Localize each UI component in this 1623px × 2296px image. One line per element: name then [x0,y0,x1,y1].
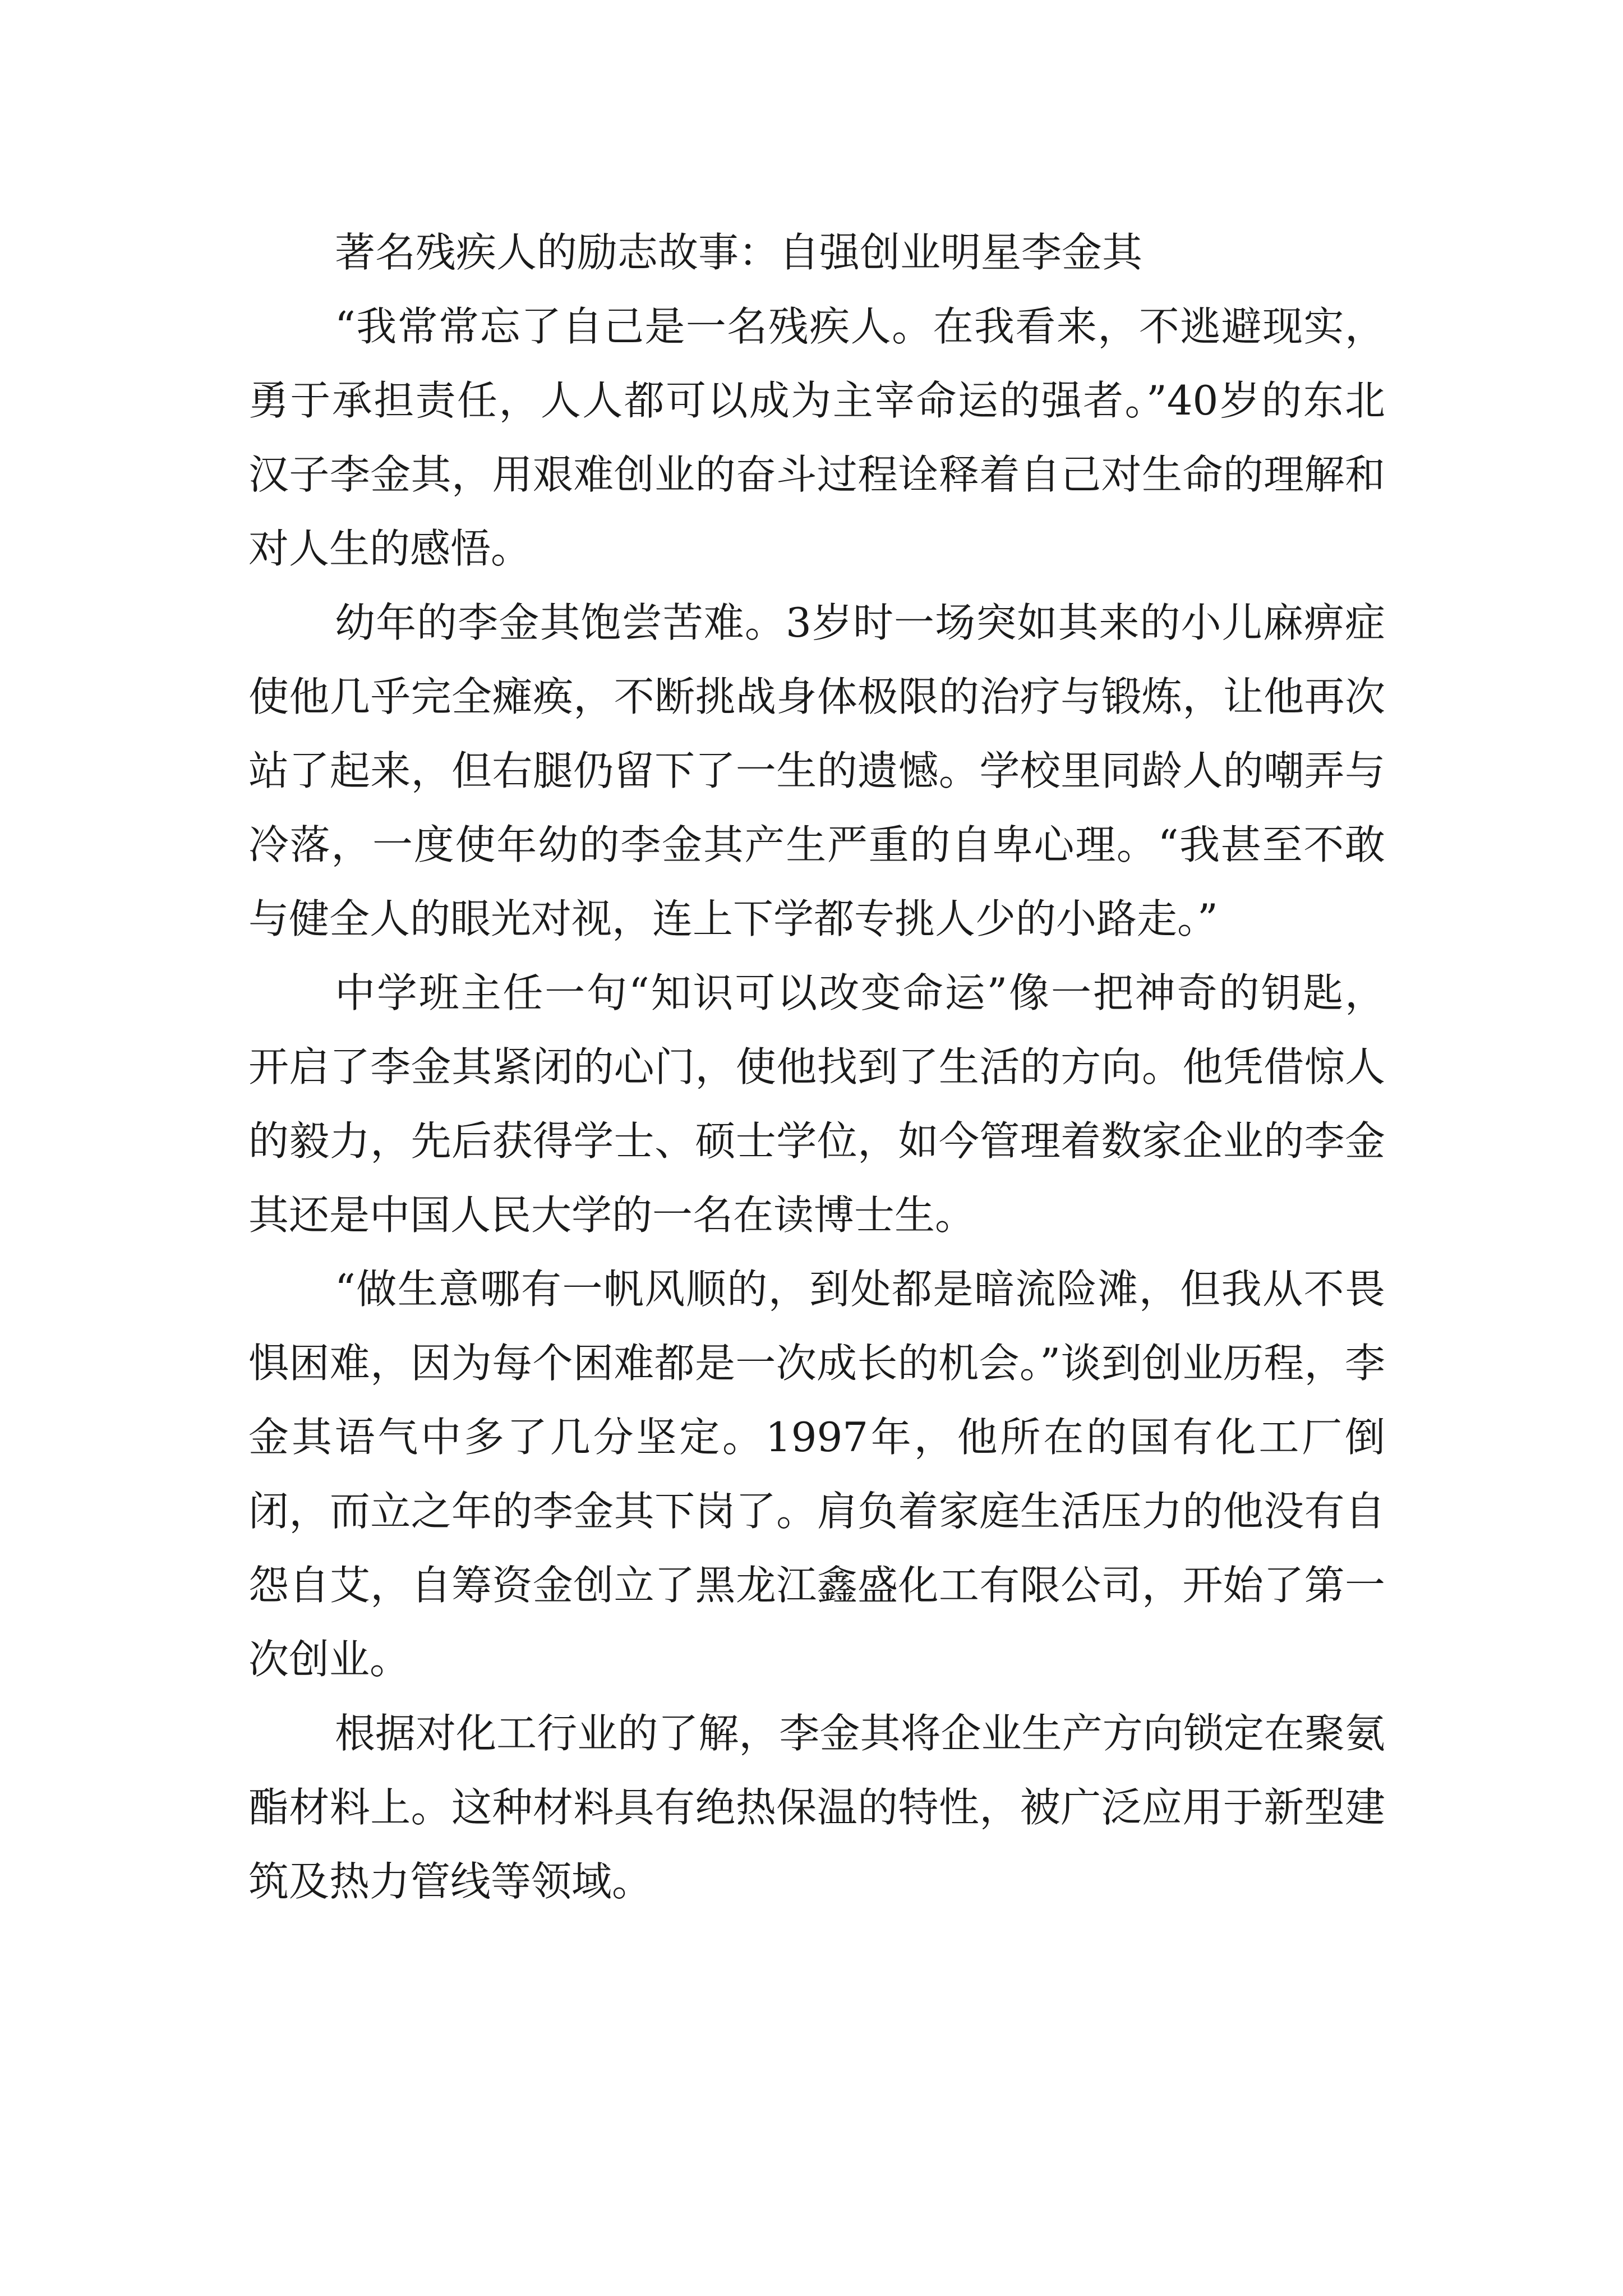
paragraph-1: “我常常忘了自己是一名残疾人。在我看来，不逃避现实，勇于承担责任，人人都可以成为主宰命运的强者。”40岁的东北汉子李金其，用艰难创业的奋斗过程诠释着自己对生命的理解和对人生的感悟。 [248,303,1385,572]
article-body [248,215,1385,1918]
paragraph-2: 幼年的李金其饱尝苦难。3岁时一场突如其来的小儿麻痹症使他几乎完全瘫痪，不断挑战身体极限的治疗与锻炼，让他再次站了起来，但右腿仍留下了一生的遗憾。学校里同龄人的嘲弄与冷落，一度使年幼的李金其产生严重的自卑心理。“我甚至不敢与健全人的眼光对视，连上下学都专挑人少的小路走。” [248,599,1385,942]
paragraph-5: 根据对化工行业的了解，李金其将企业生产方向锁定在聚氨酯材料上。这种材料具有绝热保温的特性，被广泛应用于新型建筑及热力管线等领域。 [248,1710,1385,1905]
article-title: 著名残疾人的励志故事：自强创业明星李金其 [335,229,1143,276]
paragraph-3: 中学班主任一句“知识可以改变命运”像一把神奇的钥匙，开启了李金其紧闭的心门，使他找到了生活的方向。他凭借惊人的毅力，先后获得学士、硕士学位，如今管理着数家企业的李金其还是中国人民大学的一名在读博士生。 [248,969,1385,1239]
paragraph-4: “做生意哪有一帆风顺的，到处都是暗流险滩，但我从不畏惧困难，因为每个困难都是一次成长的机会。”谈到创业历程，李金其语气中多了几分坚定。1997年，他所在的国有化工厂倒闭，而立之年的李金其下岗了。肩负着家庭生活压力的他没有自怨自艾，自筹资金创立了黑龙江鑫盛化工有限公司，开始了第一次创业。 [248,1266,1385,1683]
